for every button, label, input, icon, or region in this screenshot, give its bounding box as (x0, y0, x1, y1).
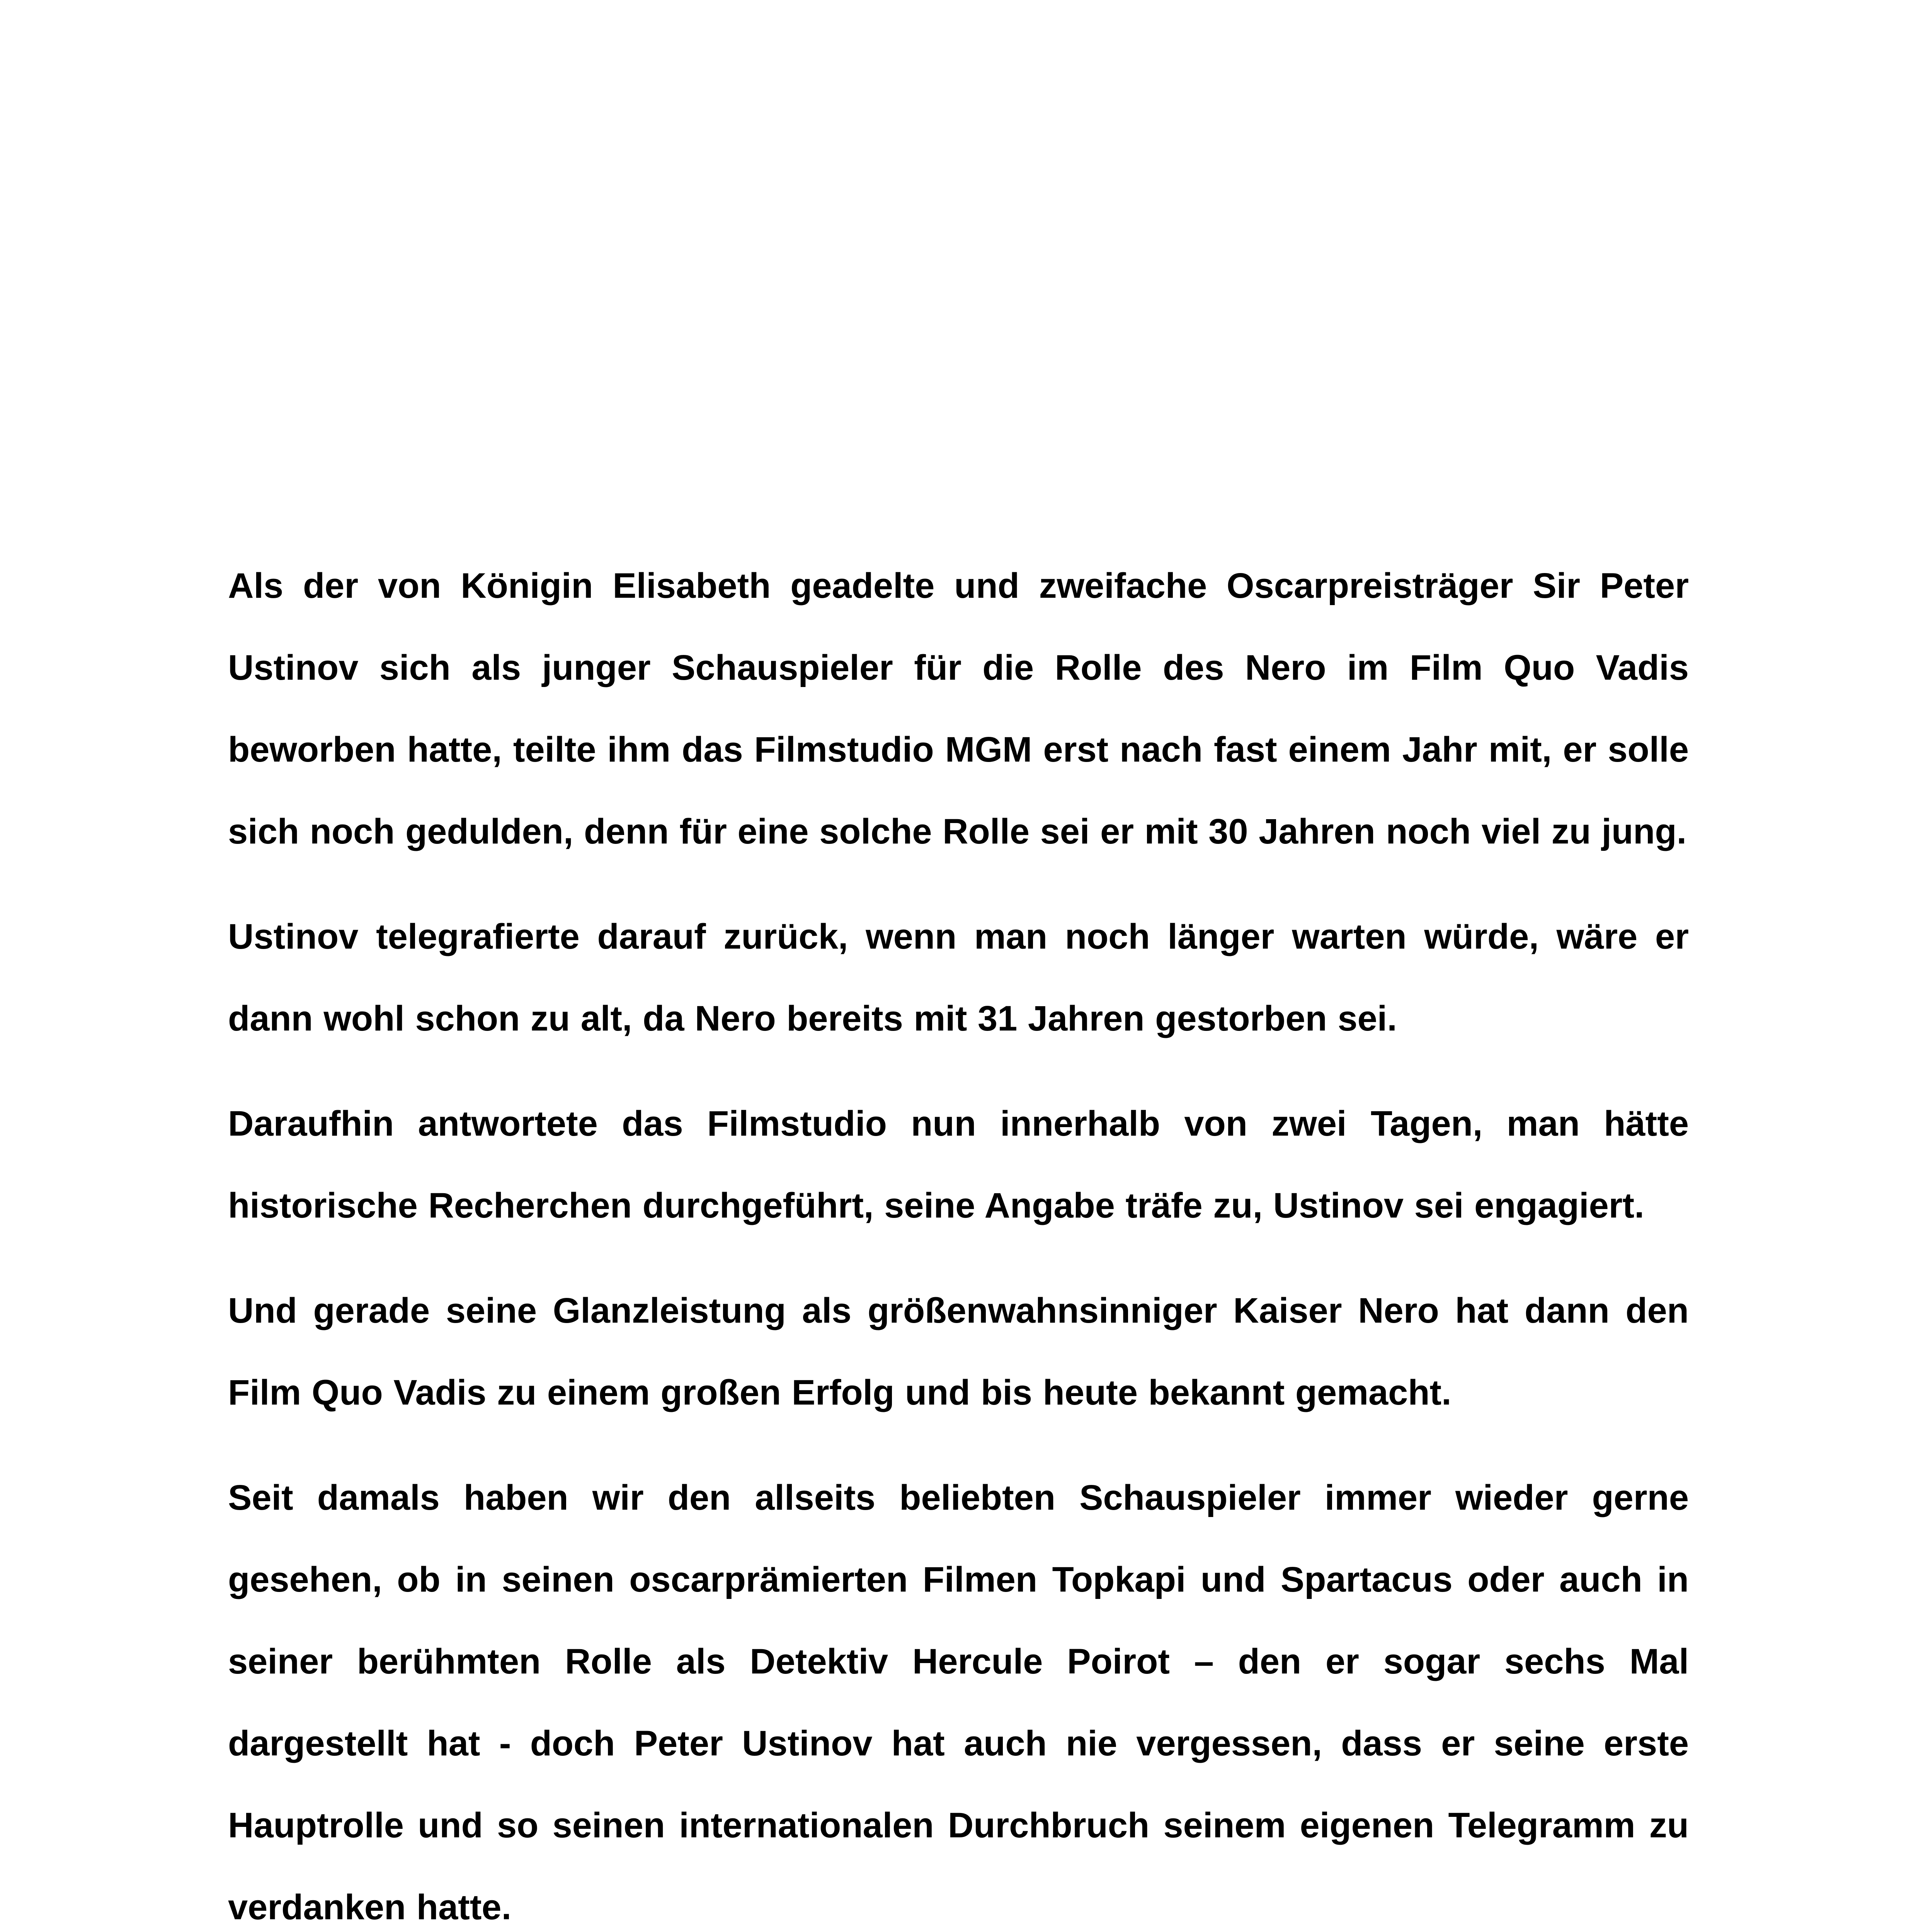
paragraph-3: Daraufhin antwortete das Filmstudio nun innerhalb von zwei Tagen, man hätte historische Recherchen durchgeführt, seine Angabe träfe zu, Ustinov sei engagiert. (228, 1104, 1689, 1225)
body-text (228, 545, 1689, 1932)
paragraph-1: Als der von Königin Elisabeth geadelte und zweifache Oscarpreisträger Sir Peter Ustinov sich als junger Schauspieler für die Rolle des Nero im Film Quo Vadis beworben hatte, teilte ihm das Filmstudio MGM erst nach fast einem Jahr mit, er solle sich noch gedulden, denn für eine solche Rolle sei er mit 30 Jahren noch viel zu jung. (228, 566, 1689, 851)
paragraph-5: Seit damals haben wir den allseits beliebten Schauspieler immer wieder gerne gesehen, ob in seinen oscarprämierten Filmen Topkapi und Spartacus oder auch in seiner berühmten Rolle als Detektiv Hercule Poirot – den er sogar sechs Mal dargestellt hat - doch Peter Ustinov hat auch nie vergessen, dass er seine erste Hauptrolle und so seinen internationalen Durchbruch seinem eigenen Telegramm zu verdanken hatte. (228, 1478, 1689, 1927)
paragraph-4: Und gerade seine Glanzleistung als größenwahnsinniger Kaiser Nero hat dann den Film Quo Vadis zu einem großen Erfolg und bis heute bekannt gemacht. (228, 1291, 1689, 1412)
paragraph-2: Ustinov telegrafierte darauf zurück, wenn man noch länger warten würde, wäre er dann wohl schon zu alt, da Nero bereits mit 31 Jahren gestorben sei. (228, 917, 1689, 1038)
